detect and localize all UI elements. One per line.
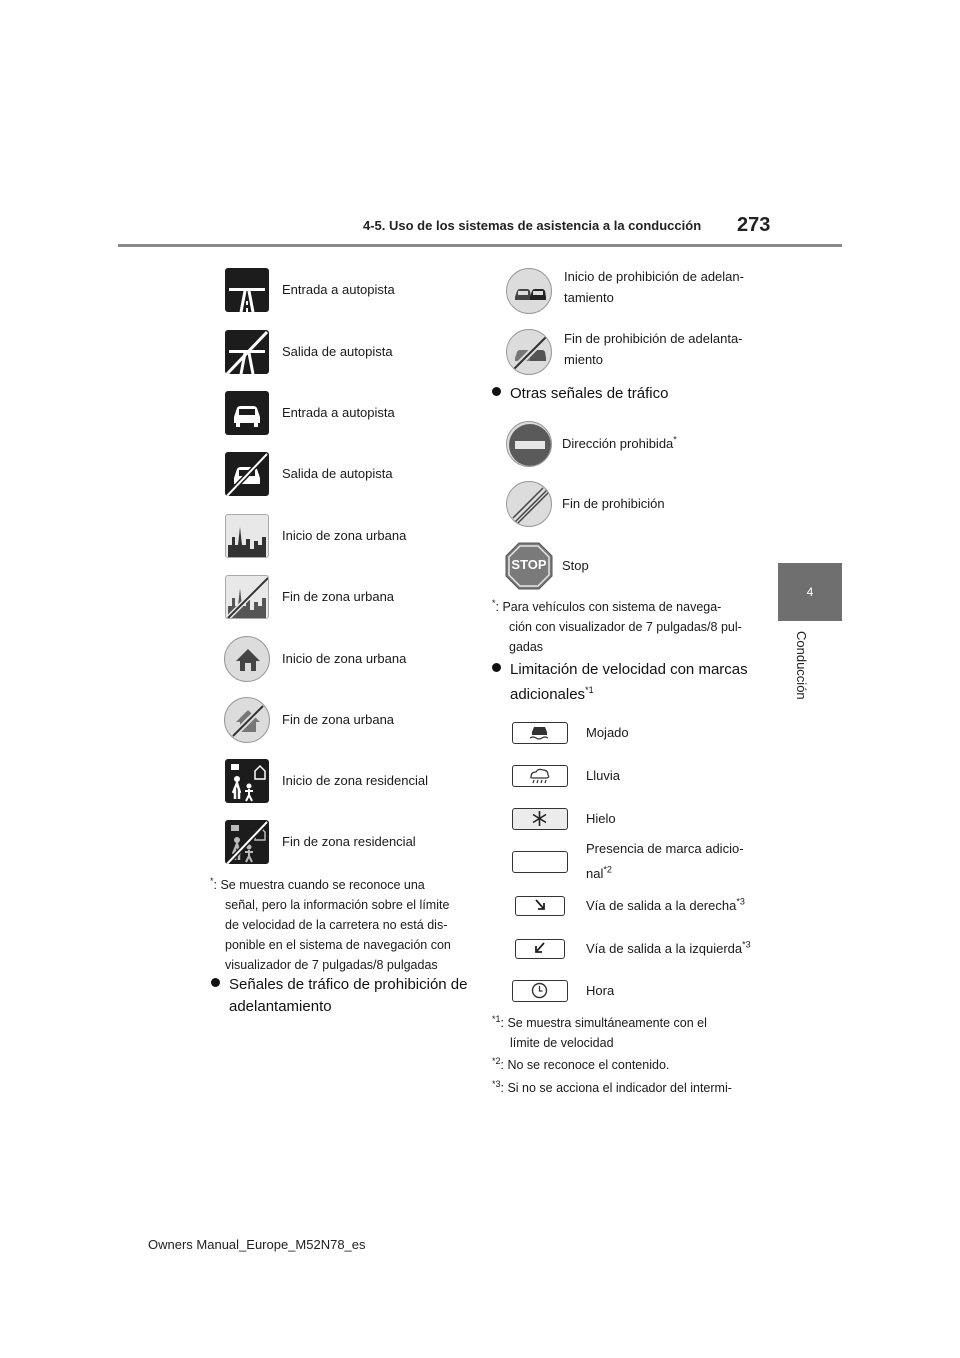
sign-label — [562, 433, 677, 454]
plate-label — [586, 895, 745, 916]
arrow-down-left-icon — [515, 939, 565, 959]
plate-label-sup: *3 — [742, 939, 751, 950]
plate-label-sup: *2 — [603, 864, 612, 875]
footnote-line: ponible en el sistema de navegación con — [225, 938, 451, 952]
bullet-text: Limitación de velocidad con marcas — [510, 661, 748, 678]
footnote-marker: *2 — [492, 1055, 501, 1066]
no-overtaking-end-icon — [506, 329, 552, 375]
town-house-end-icon — [224, 697, 270, 743]
section-title: 4-5. Uso de los sistemas de asistencia a la conducción — [363, 218, 702, 233]
footnote-line: : Para vehículos con sistema de navega- — [495, 600, 722, 614]
footnote-line: : Si no se acciona el indicador del intermi- — [500, 1081, 732, 1095]
sign-label: Inicio de zona residencial — [282, 773, 428, 788]
sign-label — [564, 266, 744, 308]
plate-label-line: Presencia de marca adicio- — [586, 841, 744, 856]
wet-road-icon — [512, 722, 568, 744]
chapter-tab — [778, 563, 842, 621]
sign-label-line: miento — [564, 352, 604, 367]
bullet-dot — [492, 663, 501, 672]
footnote-1 — [492, 1013, 772, 1053]
section-bullet — [211, 974, 476, 1018]
end-of-restriction-icon — [506, 481, 552, 527]
bullet-text: adelantamiento — [229, 998, 332, 1015]
snowflake-icon — [512, 808, 568, 830]
stop-sign-text: STOP — [511, 557, 547, 572]
car-road-end-icon — [225, 452, 269, 496]
sign-label: Stop — [562, 558, 589, 573]
sign-label: Fin de zona urbana — [282, 712, 395, 727]
bullet-dot — [211, 978, 220, 987]
chapter-number: 4 — [806, 585, 814, 599]
sign-label: Salida de autopista — [282, 466, 393, 481]
footnote-3 — [492, 1078, 772, 1098]
footnote-line: visualizador de 7 pulgadas/8 pulgadas — [225, 958, 438, 972]
town-house-icon — [224, 636, 270, 682]
blank-plate-icon — [512, 851, 568, 873]
footnote-line: de velocidad de la carretera no está dis- — [225, 918, 448, 932]
footnote-line: : Se muestra cuando se reconoce una — [213, 878, 425, 892]
sign-label-line: Inicio de prohibición de adelan- — [564, 269, 744, 284]
no-overtaking-icon — [506, 268, 552, 314]
motorway-end-icon — [225, 330, 269, 374]
sign-label: Entrada a autopista — [282, 282, 395, 297]
section-bullet — [492, 659, 762, 706]
bullet-dot — [492, 387, 501, 396]
footnote-marker: * — [210, 875, 214, 886]
sign-label-line: Fin de prohibición de adelanta- — [564, 331, 743, 346]
sign-label: Inicio de zona urbana — [282, 528, 407, 543]
sign-label: Fin de zona residencial — [282, 834, 416, 849]
plate-label-sup: *3 — [736, 896, 745, 907]
plate-label — [586, 938, 751, 959]
plate-label: Hora — [586, 983, 615, 998]
bullet-text: Otras señales de tráfico — [510, 385, 669, 402]
right-footnote — [492, 597, 752, 657]
footnote-marker: *1 — [492, 1013, 501, 1024]
header-rule — [118, 244, 842, 247]
plate-label-line: nal — [586, 866, 604, 881]
rain-icon — [512, 765, 568, 787]
footnote-line: gadas — [509, 640, 544, 654]
city-end-icon — [225, 575, 269, 619]
plate-label-text: Vía de salida a la izquierda — [586, 941, 743, 956]
residential-zone-end-icon — [225, 820, 269, 864]
car-road-icon — [225, 391, 269, 435]
footnote-line: límite de velocidad — [510, 1036, 614, 1050]
page-number: 273 — [737, 214, 771, 236]
sign-label: Fin de prohibición — [562, 496, 665, 511]
sign-label: Entrada a autopista — [282, 405, 395, 420]
plate-label: Hielo — [586, 811, 616, 826]
footnote-marker: *3 — [492, 1078, 501, 1089]
footnote-line: ción con visualizador de 7 pulgadas/8 pul- — [509, 620, 742, 634]
motorway-icon — [225, 268, 269, 312]
arrow-down-right-icon — [515, 896, 565, 916]
no-entry-icon — [506, 421, 552, 467]
plate-label: Mojado — [586, 725, 629, 740]
residential-zone-icon — [225, 759, 269, 803]
left-footnote — [210, 875, 470, 975]
footer-doc-id: Owners Manual_Europe_M52N78_es — [148, 1237, 366, 1252]
chapter-label: Conducción — [794, 631, 809, 700]
plate-label-text: Vía de salida a la derecha — [586, 898, 737, 913]
stop-icon — [505, 542, 553, 590]
sign-label-line: tamiento — [564, 290, 614, 305]
city-icon — [225, 514, 269, 558]
footnote-2 — [492, 1055, 772, 1075]
section-bullet — [492, 383, 668, 405]
bullet-text: Señales de tráfico de prohibición de — [229, 976, 468, 993]
plate-label: Lluvia — [586, 768, 620, 783]
bullet-text: adicionales — [510, 686, 586, 703]
plate-label — [586, 838, 744, 884]
sign-label-sup: * — [673, 434, 677, 445]
sign-label-text: Dirección prohibida — [562, 436, 674, 451]
bullet-sup: *1 — [585, 685, 594, 695]
footnote-marker: * — [492, 597, 496, 608]
footnote-line: : Se muestra simultáneamente con el — [500, 1016, 707, 1030]
footnote-line: señal, pero la información sobre el límite — [225, 898, 450, 912]
sign-label: Inicio de zona urbana — [282, 651, 407, 666]
footnote-line: : No se reconoce el contenido. — [500, 1058, 670, 1072]
clock-icon — [512, 980, 568, 1002]
sign-label: Fin de zona urbana — [282, 589, 395, 604]
sign-label: Salida de autopista — [282, 344, 393, 359]
sign-label — [564, 328, 743, 370]
